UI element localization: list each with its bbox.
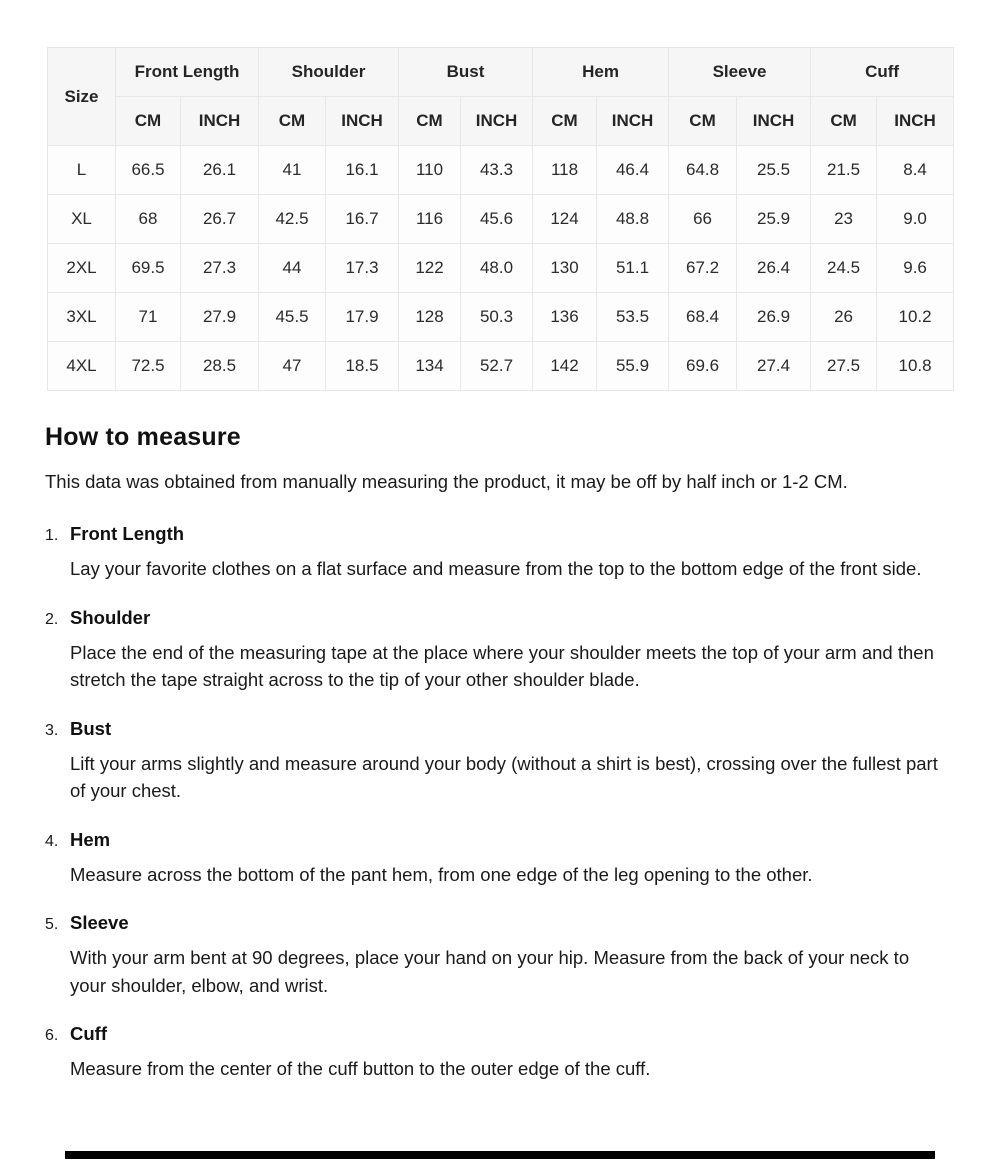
measurement-cell: 47	[259, 342, 326, 391]
group-header-front-length: Front Length	[116, 48, 259, 97]
group-header-hem: Hem	[533, 48, 669, 97]
size-chart-body	[48, 146, 954, 391]
size-cell: 3XL	[48, 293, 116, 342]
measurement-cell: 134	[399, 342, 461, 391]
measurement-cell: 27.3	[181, 244, 259, 293]
group-header-shoulder: Shoulder	[259, 48, 399, 97]
measurement-cell: 26.9	[737, 293, 811, 342]
list-item-number: 5.	[45, 916, 59, 933]
measurement-cell: 26.1	[181, 146, 259, 195]
size-cell: L	[48, 146, 116, 195]
measurement-cell: 21.5	[811, 146, 877, 195]
measurement-cell: 118	[533, 146, 597, 195]
measurement-cell: 17.9	[326, 293, 399, 342]
measurement-cell: 24.5	[811, 244, 877, 293]
measurement-cell: 55.9	[597, 342, 669, 391]
measurement-cell: 26.7	[181, 195, 259, 244]
measurement-cell: 67.2	[669, 244, 737, 293]
size-chart-header	[48, 48, 954, 146]
measurement-cell: 128	[399, 293, 461, 342]
measurement-cell: 53.5	[597, 293, 669, 342]
measurement-cell: 48.8	[597, 195, 669, 244]
list-item	[45, 522, 957, 583]
list-item-description: With your arm bent at 90 degrees, place your hand on your hip. Measure from the back of your neck to your shoulder, elbow, and wrist.	[70, 947, 910, 996]
group-header-cuff: Cuff	[811, 48, 954, 97]
size-cell: 4XL	[48, 342, 116, 391]
measurement-cell: 43.3	[461, 146, 533, 195]
measurement-cell: 68.4	[669, 293, 737, 342]
measurement-cell: 28.5	[181, 342, 259, 391]
list-item	[45, 1022, 957, 1083]
table-row	[48, 244, 954, 293]
measurement-cell: 18.5	[326, 342, 399, 391]
list-item-head	[45, 911, 957, 935]
measurement-cell: 124	[533, 195, 597, 244]
measurement-cell: 9.0	[877, 195, 954, 244]
list-item	[45, 606, 957, 694]
measurement-cell: 23	[811, 195, 877, 244]
list-item-head	[45, 522, 957, 546]
measurement-cell: 10.2	[877, 293, 954, 342]
list-item-description: Lift your arms slightly and measure around your body (without a shirt is best), crossing over the fullest part of your chest.	[70, 752, 938, 801]
list-item-description: Measure from the center of the cuff button to the outer edge of the cuff.	[70, 1058, 651, 1079]
measurement-cell: 116	[399, 195, 461, 244]
unit-header-cm: CM	[811, 97, 877, 146]
bottom-bar	[65, 1151, 935, 1159]
measurement-cell: 10.8	[877, 342, 954, 391]
size-cell: 2XL	[48, 244, 116, 293]
measurement-cell: 66.5	[116, 146, 181, 195]
measurement-cell: 44	[259, 244, 326, 293]
measurement-cell: 71	[116, 293, 181, 342]
measurement-cell: 17.3	[326, 244, 399, 293]
measurement-cell: 66	[669, 195, 737, 244]
measure-disclaimer-text: This data was obtained from manually measuring the product, it may be off by half inch or 1-2 CM.	[45, 471, 848, 492]
unit-header-inch: INCH	[737, 97, 811, 146]
measurement-cell: 26.4	[737, 244, 811, 293]
measurement-cell: 16.7	[326, 195, 399, 244]
measurement-cell: 41	[259, 146, 326, 195]
list-item-title: Bust	[70, 717, 112, 739]
measure-instructions-list	[45, 522, 957, 1083]
measurement-cell: 9.6	[877, 244, 954, 293]
size-column-header: Size	[48, 48, 116, 146]
unit-header-inch: INCH	[877, 97, 954, 146]
list-item	[45, 717, 957, 805]
measurement-cell: 16.1	[326, 146, 399, 195]
measurement-cell: 50.3	[461, 293, 533, 342]
list-item	[45, 828, 957, 889]
list-item-title: Hem	[70, 828, 111, 850]
measurement-cell: 8.4	[877, 146, 954, 195]
list-item-description: Place the end of the measuring tape at the place where your shoulder meets the top of your arm and then stretch the tape straight across to the tip of your other shoulder blade.	[70, 641, 934, 690]
table-row	[48, 293, 954, 342]
list-item-title: Cuff	[70, 1023, 107, 1044]
measurement-cell: 142	[533, 342, 597, 391]
measurement-cell: 46.4	[597, 146, 669, 195]
measurement-cell: 51.1	[597, 244, 669, 293]
table-row	[48, 146, 954, 195]
unit-header-cm: CM	[259, 97, 326, 146]
table-row	[48, 195, 954, 244]
measurement-cell: 27.9	[181, 293, 259, 342]
measurement-cell: 48.0	[461, 244, 533, 293]
unit-header-cm: CM	[399, 97, 461, 146]
measurement-cell: 72.5	[116, 342, 181, 391]
measurement-cell: 45.6	[461, 195, 533, 244]
list-item-title: Shoulder	[70, 606, 151, 628]
unit-header-cm: CM	[533, 97, 597, 146]
measurement-cell: 122	[399, 244, 461, 293]
measurement-cell: 130	[533, 244, 597, 293]
measurement-cell: 69.6	[669, 342, 737, 391]
list-item-number: 4.	[45, 832, 59, 850]
group-header-row	[48, 48, 954, 97]
list-item-head	[45, 828, 957, 852]
measurement-cell: 25.5	[737, 146, 811, 195]
list-item-head	[45, 717, 957, 741]
list-item-number: 3.	[45, 721, 59, 739]
list-item-title: Front Length	[70, 523, 185, 544]
unit-header-cm: CM	[116, 97, 181, 146]
measurement-cell: 64.8	[669, 146, 737, 195]
list-item-number: 1.	[45, 527, 59, 544]
measurement-cell: 52.7	[461, 342, 533, 391]
measurement-cell: 25.9	[737, 195, 811, 244]
list-item	[45, 911, 957, 999]
group-header-sleeve: Sleeve	[669, 48, 811, 97]
measurement-cell: 68	[116, 195, 181, 244]
list-item-number: 2.	[45, 610, 59, 628]
measurement-cell: 45.5	[259, 293, 326, 342]
measurement-cell: 27.4	[737, 342, 811, 391]
list-item-number: 6.	[45, 1027, 59, 1044]
size-chart-table	[47, 47, 954, 391]
unit-header-inch: INCH	[597, 97, 669, 146]
unit-header-inch: INCH	[181, 97, 259, 146]
how-to-measure-heading: How to measure	[45, 423, 241, 451]
group-header-bust: Bust	[399, 48, 533, 97]
how-to-measure-section	[45, 390, 957, 1106]
unit-header-inch: INCH	[461, 97, 533, 146]
size-cell: XL	[48, 195, 116, 244]
unit-header-cm: CM	[669, 97, 737, 146]
list-item-title: Sleeve	[70, 912, 129, 933]
table-row	[48, 342, 954, 391]
measurement-cell: 110	[399, 146, 461, 195]
list-item-description: Lay your favorite clothes on a flat surface and measure from the top to the bottom edge of the front side.	[70, 558, 922, 579]
list-item-head	[45, 1022, 957, 1046]
measurement-cell: 136	[533, 293, 597, 342]
list-item-head	[45, 606, 957, 630]
measurement-cell: 27.5	[811, 342, 877, 391]
measurement-cell: 42.5	[259, 195, 326, 244]
list-item-description: Measure across the bottom of the pant hem, from one edge of the leg opening to the other.	[70, 863, 813, 885]
unit-header-row	[48, 97, 954, 146]
measurement-cell: 69.5	[116, 244, 181, 293]
unit-header-inch: INCH	[326, 97, 399, 146]
measurement-cell: 26	[811, 293, 877, 342]
